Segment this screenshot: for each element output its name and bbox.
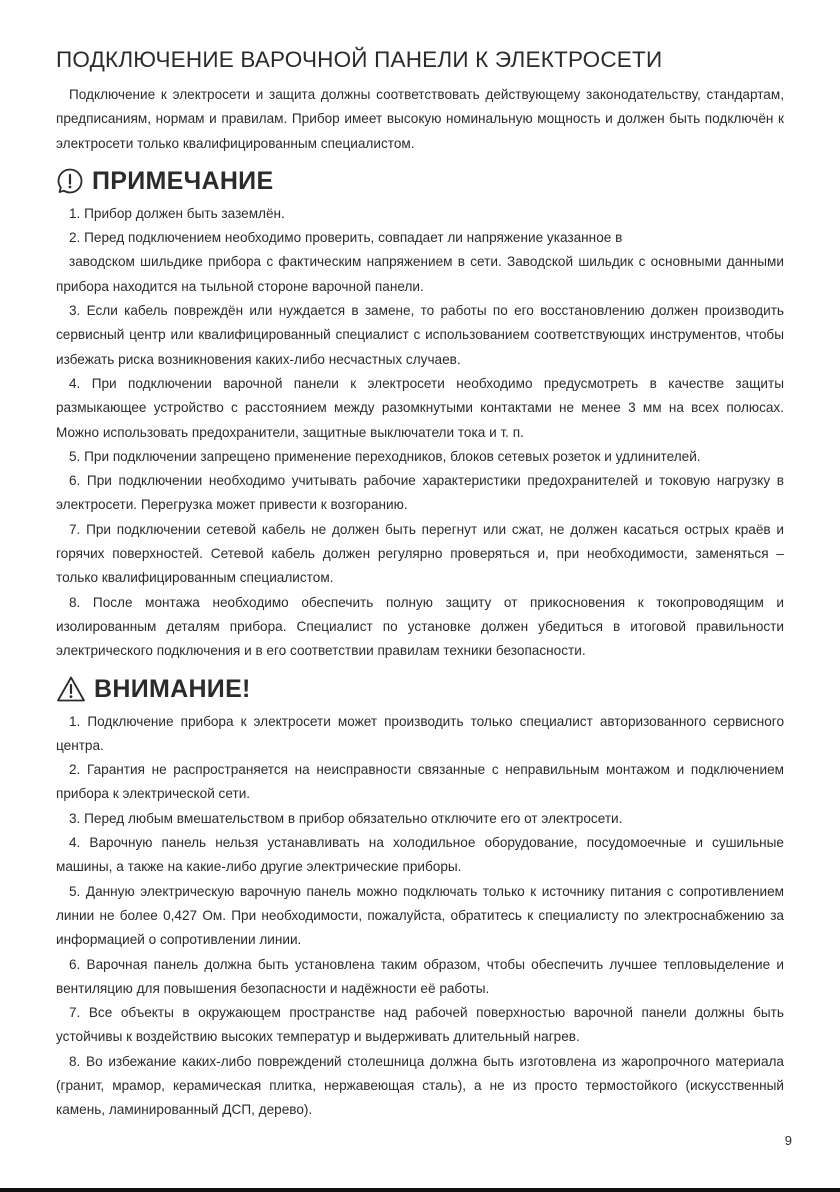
- list-item: 3. Перед любым вмешательством в прибор обязательно отключите его от электросети.: [69, 810, 623, 826]
- list-item: 4. Варочную панель нельзя устанавливать на холодильное оборудование, посудомоечные и сушильные машины, а также на какие-либо другие электрические приборы.: [56, 835, 784, 875]
- note-list: [56, 202, 784, 664]
- intro-block: [56, 83, 784, 156]
- exclamation-circle-icon: [56, 167, 84, 195]
- list-item: 7. Все объекты в окружающем пространстве над рабочей поверхностью варочной панели должны быть устойчивы к воздействию высоких температур и выдерживать длительный нагрев.: [56, 1005, 784, 1045]
- list-item: 8. После монтажа необходимо обеспечить полную защиту от прикосновения к токопроводящим и изолированным деталям прибора. Специалист по установке должен убедиться в итоговой правильности электрического подключения и в его соответствии правилам техники безопасности.: [56, 594, 784, 659]
- list-item: 8. Во избежание каких-либо повреждений столешница должна быть изготовлена из жаропрочного материала (гранит, мрамор, керамическая плитка, нержавеющая сталь), а не из просто термостойкого (искусственный камень, ламинированный ДСП, дерево).: [56, 1053, 784, 1118]
- list-item: 2. Перед подключением необходимо проверить, совпадает ли напряжение указанное в: [69, 230, 623, 246]
- note-heading-label: ПРИМЕЧАНИЕ: [92, 166, 274, 195]
- page-number: 9: [784, 1133, 792, 1148]
- warning-list: [56, 710, 784, 1123]
- warning-heading-label: ВНИМАНИЕ!: [94, 674, 251, 703]
- list-item: 6. При подключении необходимо учитывать рабочие характеристики предохранителей и токовую нагрузку в электросети. Перегрузка может привести к возгоранию.: [56, 473, 784, 513]
- warning-heading: [56, 674, 784, 704]
- list-item: 7. При подключении сетевой кабель не должен быть перегнут или сжат, не должен касаться острых краёв и горячих поверхностей. Сетевой кабель должен регулярно проверяться и, при необходимости, заменяться – только квалифицированным специалистом.: [56, 521, 784, 586]
- list-item: 3. Если кабель повреждён или нуждается в замене, то работы по его восстановлению должен производить сервисный центр или квалифицированный специалист с использованием соответствующих инструментов, чтобы избежать риска возникновения каких-либо несчастных случаев.: [56, 303, 784, 367]
- list-item: 1. Подключение прибора к электросети может производить только специалист авторизованного сервисного центра.: [56, 713, 784, 753]
- list-item: 5. Данную электрическую варочную панель можно подключать только к источнику питания с сопротивлением линии не более 0,427 Ом. При необходимости, пожалуйста, обратитесь к специалисту по электроснабжению за информацией о сопротивлении линии.: [56, 883, 784, 948]
- list-item: 4. При подключении варочной панели к электросети необходимо предусмотреть в качестве защиты размыкающее устройство с расстоянием между разомкнутыми контактами не менее 3 мм на всех полюсах. Можно использовать предохранители, защитные выключатели тока и т. п.: [56, 375, 784, 440]
- page-title: ПОДКЛЮЧЕНИЕ ВАРОЧНОЙ ПАНЕЛИ К ЭЛЕКТРОСЕТИ: [56, 47, 663, 72]
- list-item: 5. При подключении запрещено применение переходников, блоков сетевых розеток и удлинителей.: [69, 448, 701, 464]
- list-item: заводском шильдике прибора с фактическим напряжением в сети. Заводской шильдик с основными данными прибора находится на тыльной стороне варочной панели.: [56, 254, 784, 294]
- list-item: 6. Варочная панель должна быть установлена таким образом, чтобы обеспечить лучшее тепловыделение и вентиляцию для повышения безопасности и надёжности её работы.: [56, 956, 784, 996]
- intro-paragraph: Подключение к электросети и защита должны соответствовать действующему законодательству, стандартам, предписаниям, нормам и правилам. Прибор имеет высокую номинальную мощность и должен быть подключён к электросети только квалифицированным специалистом.: [56, 87, 784, 151]
- page-content: [56, 46, 784, 1123]
- warning-triangle-icon: [56, 675, 86, 703]
- bottom-border: [0, 1188, 840, 1192]
- list-item: 2. Гарантия не распространяется на неисправности связанные с неправильным монтажом и подключением прибора к электрической сети.: [56, 762, 784, 802]
- note-heading: [56, 166, 784, 196]
- list-item: 1. Прибор должен быть заземлён.: [69, 205, 285, 221]
